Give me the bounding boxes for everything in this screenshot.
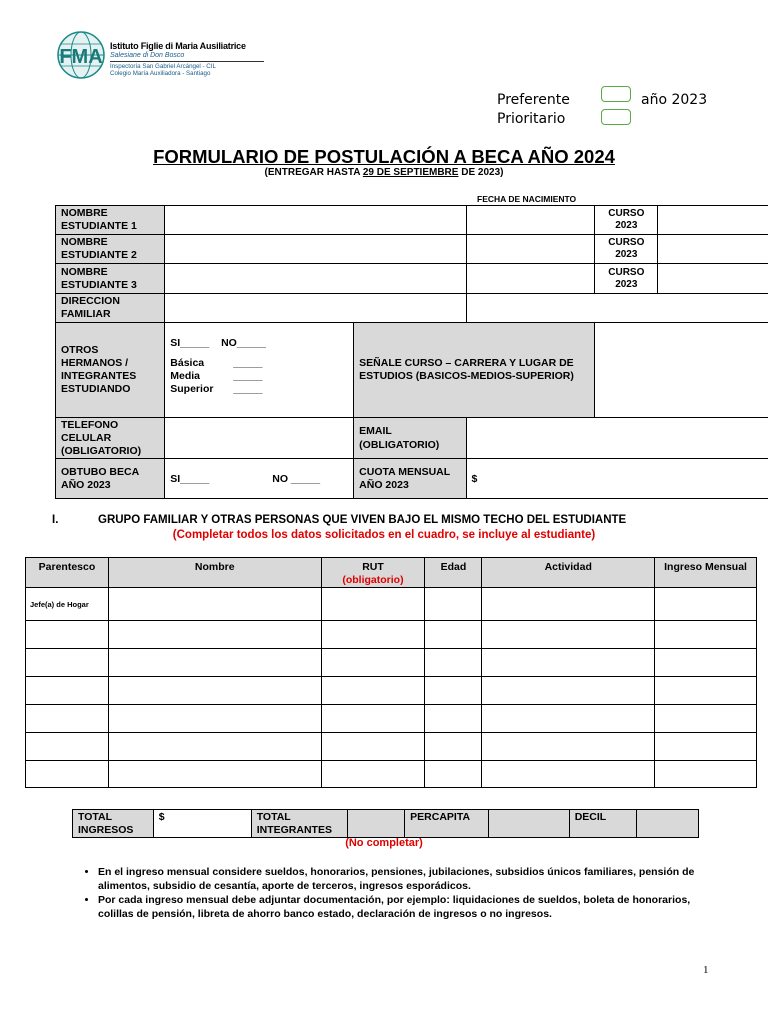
table-cell[interactable] [482,677,655,705]
table-cell[interactable] [482,621,655,649]
header-edad: Edad [425,558,482,588]
student-3-curso-label: CURSO 2023 [595,264,658,294]
student-2-label: NOMBRE ESTUDIANTE 2 [56,235,165,264]
section-1-subtitle: (Completar todos los datos solicitados en el cuadro, se incluye al estudiante) [172,529,596,541]
cuota-label: CUOTA MENSUAL AÑO 2023 [354,459,466,499]
senale-curso-field[interactable] [595,323,768,418]
subtitle-pre: (ENTREGAR HASTA [264,167,363,178]
decil-label: DECIL [569,810,637,838]
student-1-name-field[interactable] [165,206,466,235]
obtubo-no: NO _____ [272,472,321,485]
table-cell[interactable] [655,733,757,761]
svg-text:FMA: FMA [59,46,103,68]
page-title: FORMULARIO DE POSTULACIÓN A BECA AÑO 2024 [153,146,615,167]
year-label: año 2023 [641,92,708,108]
subtitle-post: DE 2023) [458,167,504,178]
table-cell[interactable] [425,705,482,733]
table-cell[interactable] [321,588,425,621]
table-cell[interactable] [482,761,655,788]
table-cell[interactable] [425,677,482,705]
prioritario-checkbox[interactable] [601,109,631,125]
obtubo-si: SI_____ [170,472,210,485]
org-line-2: Colegio María Auxiliadora - Santiago [110,70,211,77]
table-cell[interactable] [655,677,757,705]
section-number: I. [52,514,59,526]
cuota-field[interactable] [466,459,768,499]
table-cell[interactable] [108,761,321,788]
table-cell[interactable] [321,761,425,788]
notes-list [76,865,726,921]
superior-blank[interactable]: _____ [233,383,263,395]
no-completar-note: (No completar) [345,837,423,849]
table-row [26,677,757,705]
direccion-field[interactable] [165,294,466,323]
section-1-heading [52,514,626,526]
basica-blank[interactable]: _____ [233,357,263,369]
percapita-label: PERCAPITA [405,810,489,838]
header-nombre: Nombre [108,558,321,588]
table-cell[interactable] [108,649,321,677]
subtitle-date: 29 DE SEPTIEMBRE [362,167,459,178]
hermanos-media [170,370,348,383]
total-ingresos-field[interactable] [153,810,251,838]
org-line-1: Inspectoría San Gabriel Arcángel - CIL [110,63,216,70]
table-cell[interactable] [655,761,757,788]
total-ingresos-label: TOTAL INGRESOS [73,810,154,838]
hermanos-si: SI_____ [170,337,210,349]
org-name: Istituto Figlie di Maria Ausiliatrice [110,41,246,51]
rut-label: RUT [362,561,384,573]
email-field[interactable] [466,418,768,459]
student-1-curso-field[interactable] [658,206,768,235]
logo-divider [110,61,264,62]
total-integrantes-field[interactable] [347,810,405,838]
student-3-name-field[interactable] [165,264,466,294]
student-2-curso-field[interactable] [658,235,768,264]
header-parentesco: Parentesco [26,558,109,588]
table-cell[interactable] [26,677,109,705]
rut-note: (obligatorio) [342,574,404,586]
student-1-curso-label: CURSO 2023 [595,206,658,235]
header-actividad: Actividad [482,558,655,588]
student-2-name-field[interactable] [165,235,466,264]
page-number: 1 [703,964,709,976]
table-cell[interactable] [482,733,655,761]
obtubo-beca-label: OBTUBO BECA AÑO 2023 [56,459,165,499]
superior-label: Superior [170,383,214,395]
fecha-nacimiento-label: FECHA DE NACIMIENTO [477,194,577,204]
table-cell[interactable] [26,733,109,761]
header-ingreso: Ingreso Mensual [655,558,757,588]
student-2-birthdate-field[interactable] [466,235,595,264]
student-3-birthdate-field[interactable] [466,264,595,294]
table-cell[interactable] [26,761,109,788]
student-3-curso-field[interactable] [658,264,768,294]
student-3-label: NOMBRE ESTUDIANTE 3 [56,264,165,294]
table-row [26,588,757,621]
cuota-dollar: $ [471,472,478,485]
totals-table [72,809,699,838]
table-cell[interactable] [321,677,425,705]
table-cell[interactable] [321,649,425,677]
table-cell[interactable] [655,705,757,733]
student-1-label: NOMBRE ESTUDIANTE 1 [56,206,165,235]
media-blank[interactable]: _____ [233,370,263,382]
email-label: EMAIL (OBLIGATORIO) [354,418,466,459]
media-label: Media [170,370,201,382]
hermanos-si-no [170,337,348,350]
table-row [26,649,757,677]
table-cell[interactable] [425,733,482,761]
table-row [26,733,757,761]
family-table [25,557,757,788]
student-1-birthdate-field[interactable] [466,206,595,235]
direccion-label: DIRECCION FAMILIAR [56,294,165,323]
table-cell[interactable] [108,733,321,761]
table-cell[interactable] [108,705,321,733]
table-row [26,621,757,649]
org-lines [110,63,216,77]
table-cell[interactable] [482,649,655,677]
table-cell[interactable] [425,588,482,621]
table-cell[interactable] [655,588,757,621]
table-cell[interactable] [425,621,482,649]
table-cell[interactable] [321,705,425,733]
basica-label: Básica [170,357,205,369]
globe-logo-icon [55,30,107,80]
telefono-field[interactable] [165,418,354,459]
section-title: GRUPO FAMILIAR Y OTRAS PERSONAS QUE VIVEN BAJO EL MISMO TECHO DEL ESTUDIANTE [98,514,627,526]
hermanos-options[interactable] [165,323,354,418]
hermanos-basica [170,357,348,370]
percapita-field[interactable] [488,810,569,838]
decil-field[interactable] [637,810,699,838]
telefono-label: TELEFONO CELULAR (OBLIGATORIO) [56,418,165,459]
list-item: • Por cada ingreso mensual debe adjuntar documentación, por ejemplo: liquidaciones de sueldos, boleta de honorarios, colillas de pensión, libreta de ahorro banco estado, declaración de ingresos o no ingresos. [98,893,726,921]
senale-curso-label: SEÑALE CURSO – CARRERA Y LUGAR DE ESTUDIOS (BASICOS-MEDIOS-SUPERIOR) [354,323,595,418]
student-form-table [55,205,768,499]
table-cell[interactable] [425,649,482,677]
table-row [26,761,757,788]
total-integrantes-label: TOTAL INTEGRANTES [251,810,347,838]
list-item: • En el ingreso mensual considere sueldos, honorarios, pensiones, jubilaciones, subsidios únicos familiares, pensión de alimentos, subsidio de cesantía, aporte de terceros, ingresos esporádicos. [98,865,726,893]
table-cell[interactable] [482,588,655,621]
table-cell[interactable] [655,649,757,677]
prioritario-label: Prioritario [497,111,566,127]
table-cell[interactable] [108,677,321,705]
table-cell[interactable] [425,761,482,788]
preferente-checkbox[interactable] [601,86,631,102]
preferente-label: Preferente [497,92,570,108]
table-cell[interactable] [655,621,757,649]
table-cell[interactable] [26,705,109,733]
table-cell[interactable] [26,621,109,649]
institution-logo [55,30,295,80]
page-subtitle [0,167,768,178]
total-dollar: $ [158,811,165,823]
obtubo-beca-options[interactable] [165,459,354,499]
hermanos-no: NO_____ [221,337,267,349]
table-cell[interactable] [482,705,655,733]
table-cell[interactable] [26,649,109,677]
otros-hermanos-label: OTROS HERMANOS / INTEGRANTES ESTUDIANDO [56,323,165,418]
jefe-hogar-label: Jefe(a) de Hogar [26,588,109,621]
hermanos-superior [170,383,348,396]
table-cell[interactable] [321,621,425,649]
table-row [26,705,757,733]
org-subtitle: Salesiane di Don Bosco [110,52,185,59]
direccion-field-extra[interactable] [466,294,768,323]
header-rut [321,558,425,588]
table-cell[interactable] [108,588,321,621]
table-cell[interactable] [321,733,425,761]
table-cell[interactable] [108,621,321,649]
student-2-curso-label: CURSO 2023 [595,235,658,264]
